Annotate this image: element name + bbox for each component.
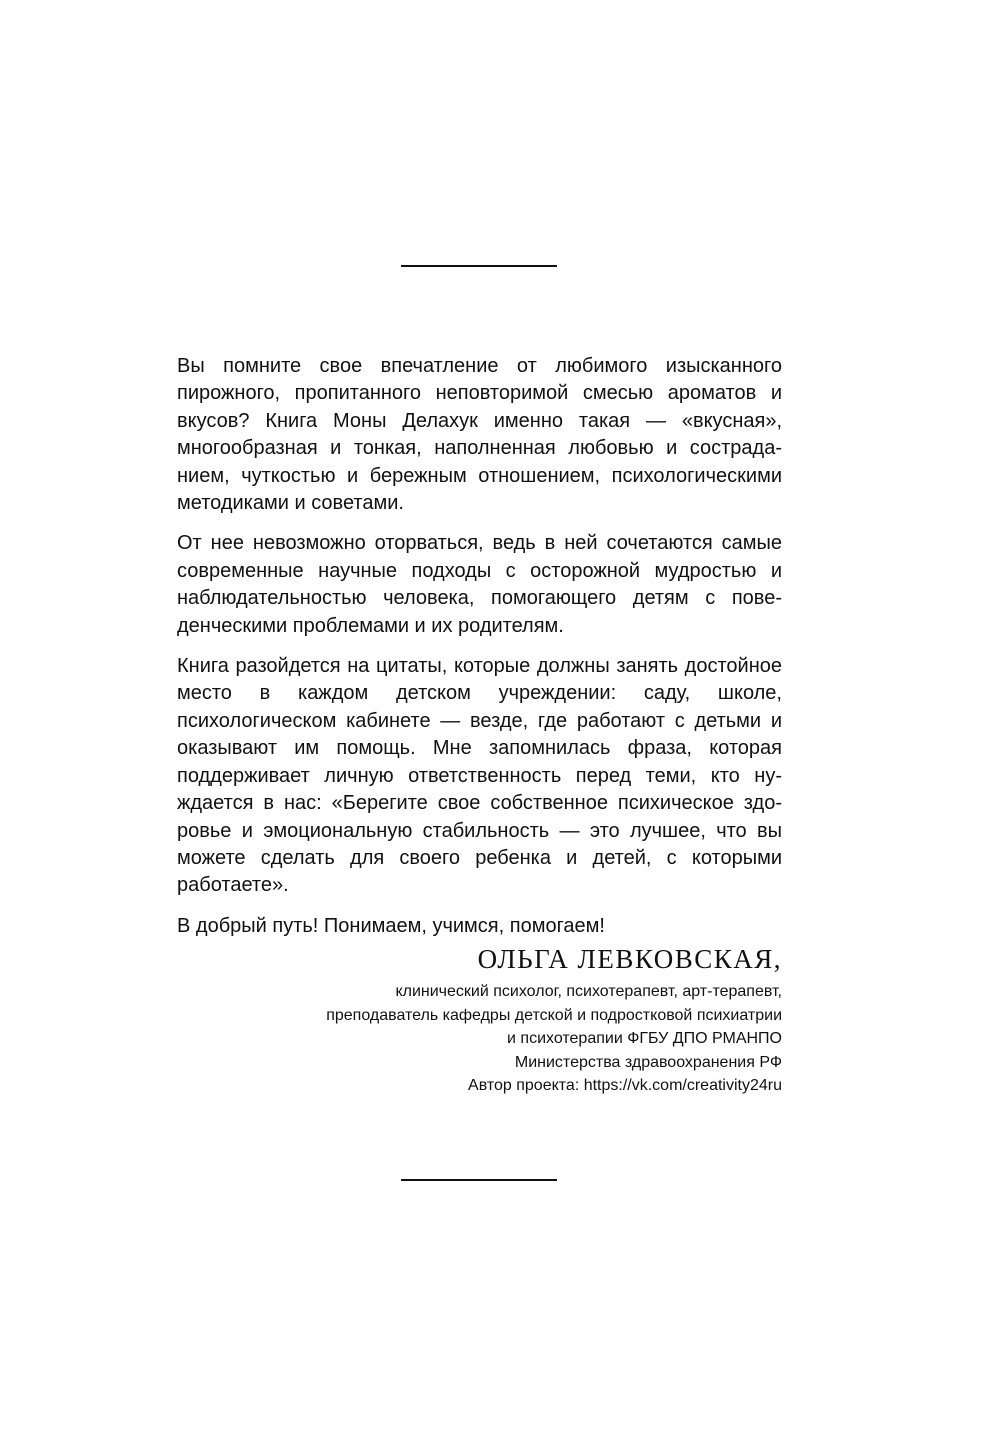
paragraph-1: Вы помните свое впечатление от любимого изысканного пирожного, пропитанного неповторимой смесью ароматов и вкусов? Книга Моны Делахук именно такая — «вкусная», многообразная и тонкая, наполненная любовью и состраданием, чуткостью и бережным отношением, психологическими методиками и советами.: [177, 355, 782, 515]
author-credential-4: Министерства здравоохранения РФ: [514, 1053, 782, 1071]
paragraph-2: От нее невозможно оторваться, ведь в ней сочетаются самые современные научные подходы с осторожной мудростью и наблюдательностью человека, помогающего детям с поведенческими проблемами и их родителям.: [177, 532, 782, 637]
paragraph-3: Книга разойдется на цитаты, которые должны занять достойное место в каждом детском учреждении: саду, школе, психологическом кабинете — везде, где работают с детьми и оказывают им помощь. Мне запомнилась фраза, которая поддерживает личную ответственность перед теми, кто нуждается в нас: «Берегите свое собственное психическое здоровье и эмоциональную стабильность — это лучшее, что вы можете сделать для своего ребенка и детей, с которыми работаете».: [177, 655, 782, 897]
author-project-link: Автор проекта: https://vk.com/creativity24ru: [468, 1077, 782, 1094]
author-credential-2: преподаватель кафедры детской и подростковой психиатрии: [326, 1006, 782, 1024]
foreword-text: [177, 353, 782, 953]
top-divider: [401, 265, 557, 267]
paragraph-4: В добрый путь! Понимаем, учимся, помогаем!: [177, 914, 605, 937]
author-name: ОЛЬГА ЛЕВКОВСКАЯ,: [477, 944, 782, 974]
signature-block: [182, 942, 782, 1098]
author-credential-1: клинический психолог, психотерапевт, арт-терапевт,: [395, 983, 782, 1000]
bottom-divider: [401, 1179, 557, 1181]
author-credential-3: и психотерапии ФГБУ ДПО РМАНПО: [507, 1030, 782, 1047]
